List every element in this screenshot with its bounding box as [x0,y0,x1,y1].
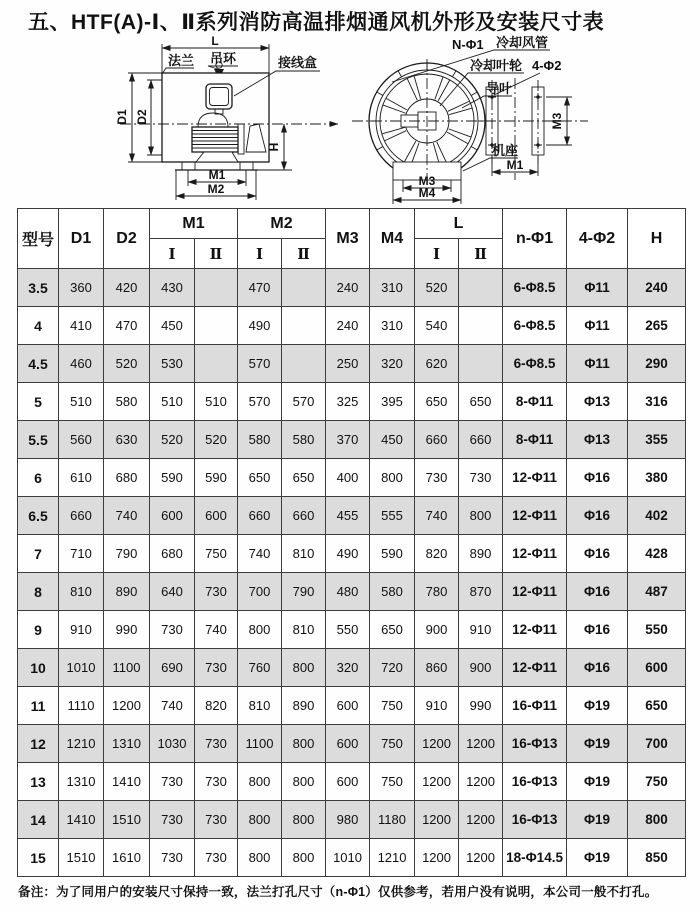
table-row [18,421,686,459]
col-header-n-phi1: n-Φ1 [503,209,567,269]
table-cell: 690 [150,649,195,687]
table-cell: 590 [195,459,238,497]
table-cell: 240 [326,307,370,345]
table-cell: 6-Φ8.5 [503,307,567,345]
col-header-m1: M1 [150,209,238,239]
table-cell: 800 [370,459,415,497]
table-cell: 660 [459,421,503,459]
table-row [18,725,686,763]
table-cell: 710 [59,535,104,573]
table-cell: 510 [59,383,104,421]
junction-box-label: 接线盒 [278,55,318,70]
model-cell: 15 [18,839,59,877]
table-row [18,801,686,839]
table-cell: 1200 [459,763,503,801]
table-cell: 700 [628,725,686,763]
table-cell: 730 [195,573,238,611]
model-cell: 11 [18,687,59,725]
table-cell: Φ13 [567,383,628,421]
model-cell: 4.5 [18,345,59,383]
table-cell: Φ16 [567,649,628,687]
table-cell [195,269,238,307]
table-cell: 910 [415,687,459,725]
table-cell: 640 [150,573,195,611]
dim-label-h: H [267,142,281,152]
table-cell: 470 [104,307,150,345]
dim-label-m3-right: M3 [550,112,564,130]
table-cell: 8-Φ11 [503,383,567,421]
table-cell: 910 [59,611,104,649]
table-cell [195,345,238,383]
model-cell: 6.5 [18,497,59,535]
table-cell: 520 [195,421,238,459]
foot-left [182,162,195,170]
table-cell: 1200 [415,763,459,801]
lifting-ring-label: 吊环 [210,51,237,66]
model-cell: 7 [18,535,59,573]
table-cell [459,307,503,345]
four-phi2-label: 4-Φ2 [532,58,562,73]
table-cell: 650 [459,383,503,421]
table-cell: 720 [370,649,415,687]
table-cell: Φ19 [567,839,628,877]
table-row [18,687,686,725]
model-cell: 10 [18,649,59,687]
junction-box-leader [234,71,320,96]
table-cell: 1200 [459,725,503,763]
table-cell: 410 [59,307,104,345]
table-cell: 1100 [104,649,150,687]
table-cell: Φ16 [567,535,628,573]
table-cell: 470 [238,269,282,307]
model-cell: 14 [18,801,59,839]
table-cell: 740 [195,611,238,649]
table-cell: 730 [415,459,459,497]
table-cell: 650 [282,459,326,497]
table-cell: 900 [415,611,459,649]
table-cell: 290 [628,345,686,383]
table-cell: 520 [104,345,150,383]
table-cell: 600 [326,687,370,725]
col-header-m4: M4 [370,209,415,269]
table-cell: 1510 [59,839,104,877]
table-cell: 650 [238,459,282,497]
table-cell: 320 [326,649,370,687]
model-cell: 12 [18,725,59,763]
table-cell [195,307,238,345]
table-cell: 590 [150,459,195,497]
table-cell: 420 [104,269,150,307]
table-cell: 650 [415,383,459,421]
table-cell: 490 [238,307,282,345]
col-header-l: L [415,209,503,239]
table-cell: 600 [150,497,195,535]
cooling-impeller-label: 冷却叶轮 [470,58,523,73]
table-cell: 550 [628,611,686,649]
table-cell: 1510 [104,801,150,839]
table-cell: 740 [150,687,195,725]
table-cell: 790 [104,535,150,573]
table-cell: 800 [282,763,326,801]
table-cell: Φ16 [567,459,628,497]
foot-right [240,162,253,170]
table-cell: 12-Φ11 [503,497,567,535]
table-cell: 1200 [415,725,459,763]
table-cell: 870 [459,573,503,611]
table-cell: 990 [459,687,503,725]
table-cell: 800 [459,497,503,535]
table-cell: 490 [326,535,370,573]
table-cell: 6-Φ8.5 [503,345,567,383]
table-cell [459,269,503,307]
table-cell: 530 [150,345,195,383]
table-cell: 265 [628,307,686,345]
footnote: 备注：为了同用户的安装尺寸保持一致，法兰打孔尺寸（n-Φ1）仅供参考，若用户没有说明，本公司一般不打孔。 [18,885,658,899]
table-cell: 650 [628,687,686,725]
table-cell: 460 [59,345,104,383]
subcol-m2-ii: Ⅱ [282,239,326,269]
col-header-h: H [628,209,686,269]
dim-label-m4: M4 [418,186,436,200]
table-cell: 660 [238,497,282,535]
table-cell: 310 [370,269,415,307]
table-cell: 450 [370,421,415,459]
table-cell: 380 [628,459,686,497]
dim-label-m3-bottom: M3 [418,174,436,188]
table-cell: 370 [326,421,370,459]
table-cell: 1200 [104,687,150,725]
table-cell: 570 [238,383,282,421]
table-cell: 16-Φ11 [503,687,567,725]
table-cell: 400 [326,459,370,497]
n-phi1-label: N-Φ1 [452,37,484,52]
dimension-table [17,208,686,877]
table-cell: 310 [370,307,415,345]
table-cell: 6-Φ8.5 [503,269,567,307]
table-cell: 250 [326,345,370,383]
table-cell: 1410 [104,763,150,801]
model-cell: 13 [18,763,59,801]
table-cell: 428 [628,535,686,573]
table-cell: 890 [282,687,326,725]
base-label: 机座 [492,143,519,158]
table-cell: 800 [238,839,282,877]
col-header-d1: D1 [59,209,104,269]
table-cell: 1010 [326,839,370,877]
table-cell: 890 [459,535,503,573]
table-cell: Φ19 [567,801,628,839]
motor-pedestal [196,152,238,162]
table-cell: 1200 [459,801,503,839]
table-cell: 560 [59,421,104,459]
table-cell: 660 [59,497,104,535]
table-cell: 750 [370,763,415,801]
table-cell: 1310 [104,725,150,763]
table-cell: 540 [415,307,459,345]
table-cell: 12-Φ11 [503,649,567,687]
table-cell: 730 [195,763,238,801]
table-cell: 520 [150,421,195,459]
table-cell: 660 [415,421,459,459]
table-cell: 680 [104,459,150,497]
col-header-m3: M3 [326,209,370,269]
table-cell: 800 [282,725,326,763]
table-cell: 487 [628,573,686,611]
table-cell: 730 [150,801,195,839]
diagram-svg [0,34,700,206]
table-cell: Φ11 [567,269,628,307]
table-cell: 740 [415,497,459,535]
subcol-l-ii: Ⅱ [459,239,503,269]
table-cell: 600 [326,725,370,763]
table-cell: 790 [282,573,326,611]
table-cell: 555 [370,497,415,535]
table-cell: 18-Φ14.5 [503,839,567,877]
table-cell: 590 [370,535,415,573]
table-cell: 730 [150,611,195,649]
table-cell: Φ19 [567,687,628,725]
motor-dome [198,113,228,127]
table-cell: 800 [238,611,282,649]
cooling-duct-label: 冷却风管 [496,35,549,50]
table-cell: 570 [282,383,326,421]
table-cell: Φ16 [567,573,628,611]
table-cell: 600 [628,649,686,687]
table-row [18,611,686,649]
table-cell: 600 [326,763,370,801]
page-title: 五、HTF(A)-Ⅰ、Ⅱ系列消防高温排烟通风机外形及安装尺寸表 [28,11,605,34]
table-cell: 510 [150,383,195,421]
table-cell: 1180 [370,801,415,839]
table-cell: 700 [238,573,282,611]
table-cell: 800 [628,801,686,839]
table-cell: 650 [370,611,415,649]
table-cell: 395 [370,383,415,421]
table-cell: Φ13 [567,421,628,459]
table-row [18,573,686,611]
table-cell: 1030 [150,725,195,763]
table-cell: 820 [195,687,238,725]
table-cell: 750 [195,535,238,573]
model-cell: 5.5 [18,421,59,459]
table-cell: Φ19 [567,763,628,801]
model-cell: 6 [18,459,59,497]
table-cell: 570 [238,345,282,383]
table-row [18,345,686,383]
table-cell: 860 [415,649,459,687]
table-cell: 730 [195,801,238,839]
table-cell: 610 [59,459,104,497]
table-row [18,839,686,877]
table-cell: 1210 [59,725,104,763]
table-cell: 730 [195,649,238,687]
table-cell [282,269,326,307]
table-cell: 12-Φ11 [503,573,567,611]
table-cell: 316 [628,383,686,421]
table-cell: 1010 [59,649,104,687]
table-cell: 730 [195,839,238,877]
table-cell: 900 [459,649,503,687]
table-cell: 355 [628,421,686,459]
table-cell: 630 [104,421,150,459]
col-header-4-phi2: 4-Φ2 [567,209,628,269]
col-header-m2: M2 [238,209,326,239]
table-cell: 12-Φ11 [503,611,567,649]
table-row [18,535,686,573]
table-cell: 850 [628,839,686,877]
table-cell: 580 [370,573,415,611]
table-cell: Φ16 [567,611,628,649]
table-cell: 12-Φ11 [503,459,567,497]
table-row [18,763,686,801]
table-cell: 810 [59,573,104,611]
table-cell: 16-Φ13 [503,725,567,763]
table-cell: 660 [282,497,326,535]
table-cell: Φ16 [567,497,628,535]
spec-table-body [18,269,686,877]
side-view [115,34,338,200]
table-cell: 730 [150,763,195,801]
subcol-l-i: Ⅰ [415,239,459,269]
dim-label-d2: D2 [135,109,149,125]
flange-label: 法兰 [168,53,195,68]
table-cell: 800 [282,839,326,877]
table-cell: 760 [238,649,282,687]
table-cell: 730 [195,725,238,763]
dim-label-l: L [211,34,219,48]
table-row [18,307,686,345]
table-cell: 1100 [238,725,282,763]
table-cell: Φ19 [567,725,628,763]
table-cell: 600 [195,497,238,535]
table-cell: 8-Φ11 [503,421,567,459]
model-cell: 3.5 [18,269,59,307]
table-cell: 810 [282,535,326,573]
table-cell: 800 [282,649,326,687]
table-cell: 730 [150,839,195,877]
table-cell: 910 [459,611,503,649]
table-cell: 360 [59,269,104,307]
motor-bracket [246,124,266,152]
table-cell: 450 [150,307,195,345]
table-cell: 1110 [59,687,104,725]
table-cell: 16-Φ13 [503,763,567,801]
table-cell: 325 [326,383,370,421]
table-cell [282,345,326,383]
table-cell: 580 [282,421,326,459]
dim-label-m1-front: M1 [506,158,524,172]
subcol-m1-i: Ⅰ [150,239,195,269]
dim-label-d1: D1 [115,109,129,125]
table-cell: 620 [415,345,459,383]
table-cell: 730 [459,459,503,497]
table-header [18,209,686,269]
model-cell: 8 [18,573,59,611]
installation-diagram [0,34,700,206]
table-cell: 800 [238,763,282,801]
table-cell: 750 [370,725,415,763]
table-cell: 740 [104,497,150,535]
table-cell: 550 [326,611,370,649]
table-cell: 320 [370,345,415,383]
model-cell: 9 [18,611,59,649]
model-cell: 5 [18,383,59,421]
subcol-m1-ii: Ⅱ [195,239,238,269]
table-cell: 820 [415,535,459,573]
table-row [18,383,686,421]
table-cell: Φ11 [567,307,628,345]
table-cell: 402 [628,497,686,535]
table-row [18,269,686,307]
table-cell: 800 [238,801,282,839]
table-row [18,649,686,687]
table-cell: 810 [282,611,326,649]
table-cell: 750 [370,687,415,725]
table-cell: 1410 [59,801,104,839]
col-header-model: 型号 [18,209,59,269]
table-cell: 12-Φ11 [503,535,567,573]
table-cell: 890 [104,573,150,611]
table-cell: 750 [628,763,686,801]
table-cell: 810 [238,687,282,725]
table-cell: 240 [628,269,686,307]
table-cell: 980 [326,801,370,839]
table-cell: 1200 [415,839,459,877]
dim-label-m2: M2 [207,182,225,196]
table-cell: 1200 [459,839,503,877]
table-row [18,497,686,535]
guide-vane-label: 导叶 [486,81,513,96]
table-cell: 480 [326,573,370,611]
table-cell: 430 [150,269,195,307]
table-cell: 780 [415,573,459,611]
table-cell: Φ11 [567,345,628,383]
table-cell [282,307,326,345]
table-cell: 580 [104,383,150,421]
table-cell: 1210 [370,839,415,877]
model-cell: 4 [18,307,59,345]
table-cell [459,345,503,383]
table-cell: 680 [150,535,195,573]
table-cell: 455 [326,497,370,535]
table-cell: 510 [195,383,238,421]
subcol-m2-i: Ⅰ [238,239,282,269]
table-cell: 240 [326,269,370,307]
table-cell: 990 [104,611,150,649]
table-row [18,459,686,497]
front-view [352,35,588,204]
table-cell: 740 [238,535,282,573]
table-cell: 580 [238,421,282,459]
table-cell: 1200 [415,801,459,839]
table-cell: 16-Φ13 [503,801,567,839]
table-cell: 520 [415,269,459,307]
col-header-d2: D2 [104,209,150,269]
table-cell: 800 [282,801,326,839]
table-cell: 1610 [104,839,150,877]
table-cell: 1310 [59,763,104,801]
dim-label-m1: M1 [208,168,226,182]
